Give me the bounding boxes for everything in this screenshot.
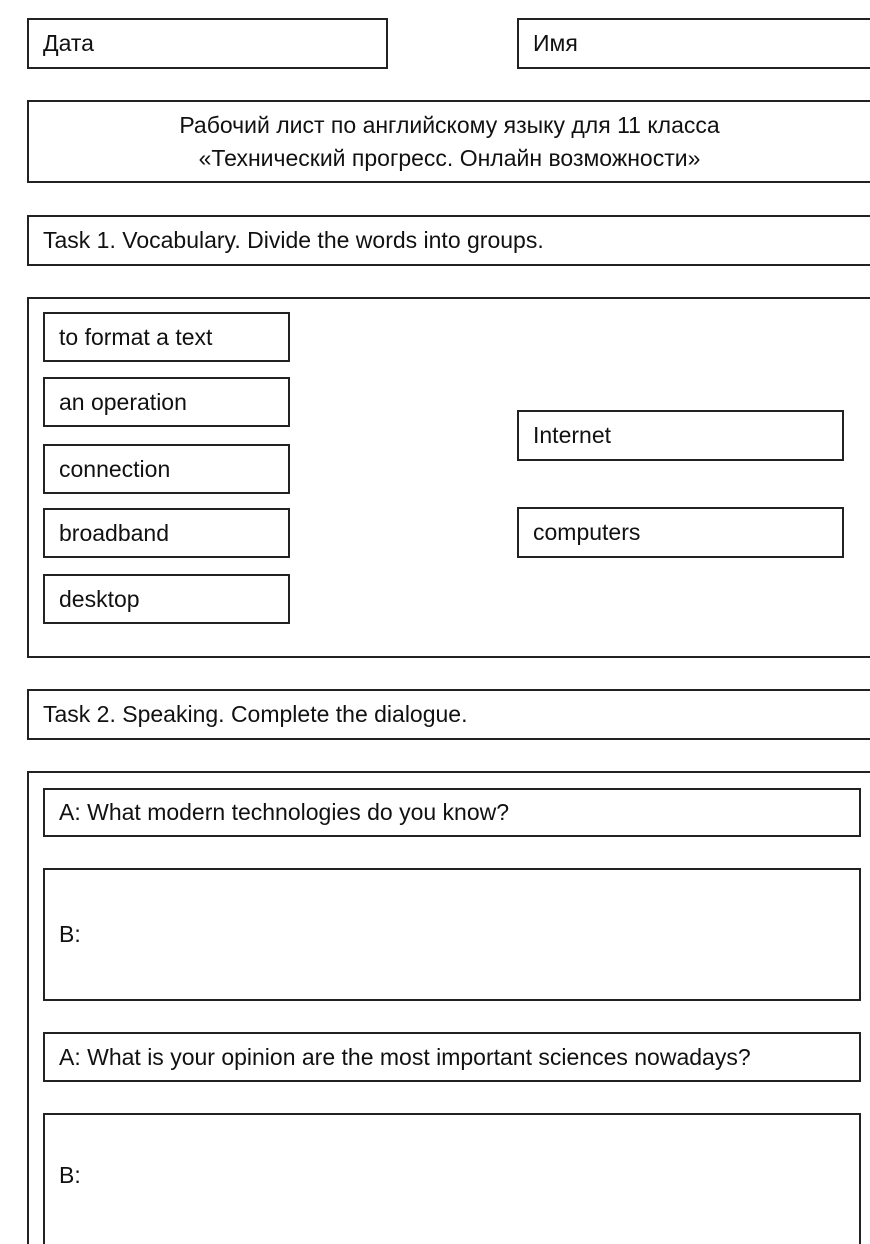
dialogue-line: A: What modern technologies do you know? xyxy=(59,799,510,825)
dialogue-answer-field[interactable] xyxy=(43,1113,861,1244)
task2-heading-text: Task 2. Speaking. Complete the dialogue. xyxy=(43,701,468,727)
task1-heading-text: Task 1. Vocabulary. Divide the words into groups. xyxy=(43,227,544,253)
title-line-1: Рабочий лист по английскому языку для 11 класса xyxy=(179,111,720,138)
dialogue-question xyxy=(43,1032,861,1082)
dialogue-line: B: xyxy=(59,921,81,947)
word-card[interactable] xyxy=(43,312,290,362)
date-label: Дата xyxy=(43,30,94,56)
word-card[interactable] xyxy=(43,377,290,427)
dialogue-answer-field[interactable] xyxy=(43,868,861,1001)
group-box-internet[interactable] xyxy=(517,410,844,461)
word-text: an operation xyxy=(59,388,187,415)
worksheet-title xyxy=(27,100,870,183)
word-card[interactable] xyxy=(43,508,290,558)
group-label: computers xyxy=(533,519,641,545)
dialogue-line: B: xyxy=(59,1162,81,1188)
word-text: to format a text xyxy=(59,323,213,350)
name-label: Имя xyxy=(533,30,578,56)
task2-heading xyxy=(27,689,870,740)
word-text: broadband xyxy=(59,519,169,546)
title-line-2: «Технический прогресс. Онлайн возможности» xyxy=(198,144,701,171)
group-box-computers[interactable] xyxy=(517,507,844,558)
group-label: Internet xyxy=(533,422,611,448)
dialogue-line: A: What is your opinion are the most important sciences nowadays? xyxy=(59,1043,751,1070)
word-card[interactable] xyxy=(43,574,290,624)
word-card[interactable] xyxy=(43,444,290,494)
word-text: connection xyxy=(59,455,171,482)
date-field[interactable] xyxy=(27,18,388,69)
dialogue-question xyxy=(43,788,861,837)
name-field[interactable] xyxy=(517,18,870,69)
task1-heading xyxy=(27,215,870,266)
word-text: desktop xyxy=(59,585,140,612)
